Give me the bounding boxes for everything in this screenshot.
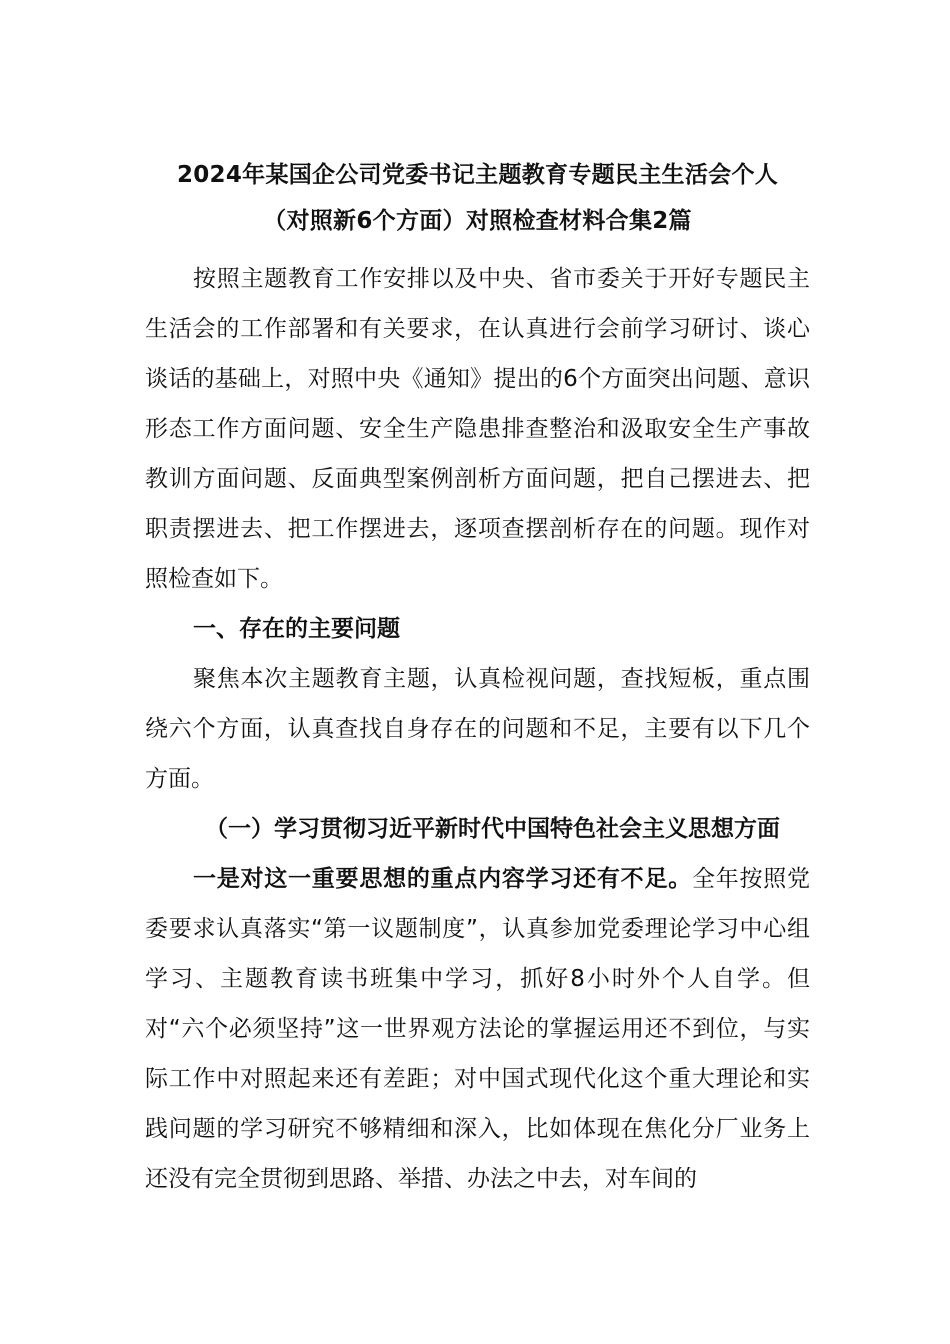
point-1-text: 全年按照党委要求认真落实“第一议题制度”，认真参加党委理论学习中心组学习、主题教育读书班集中学习，抓好8小时外个人自学。但对“六个必须坚持”这一世界观方法论的掌握运用还不到位，与实际工作中对照起来还有差距；对中国式现代化这个重大理论和实践问题的学习研究不够精细和深入，比如体现在焦化分厂业务上还没有完全贯彻到思路、举措、办法之中去，对车间的: [145, 866, 811, 1192]
document-title-line-2: （对照新6个方面）对照检查材料合集2篇: [263, 208, 692, 234]
subsection-heading-study: （一）学习贯彻习近平新时代中国特色社会主义思想方面: [205, 816, 780, 842]
section-heading-main-problems: 一、存在的主要问题: [193, 616, 400, 642]
point-1-lead: 一是对这一重要思想的重点内容学习还有不足。: [193, 866, 692, 892]
document-title-line-1: 2024年某国企公司党委书记主题教育专题民主生活会个人: [176, 162, 779, 188]
section-1-paragraph: 聚焦本次主题教育主题，认真检视问题，查找短板，重点围绕六个方面，认真查找自身存在的问题和不足，主要有以下几个方面。: [145, 666, 810, 792]
document-content: [145, 152, 810, 1204]
point-1-paragraph: [145, 854, 810, 1204]
document-title: [133, 152, 822, 244]
intro-paragraph: 按照主题教育工作安排以及中央、省市委关于开好专题民主生活会的工作部署和有关要求，在认真进行会前学习研讨、谈心谈话的基础上，对照中央《通知》提出的6个方面突出问题、意识形态工作方面问题、安全生产隐患排查整治和汲取安全生产事故教训方面问题、反面典型案例剖析方面问题，把自己摆进去、把职责摆进去、把工作摆进去，逐项查摆剖析存在的问题。现作对照检查如下。: [145, 266, 810, 592]
